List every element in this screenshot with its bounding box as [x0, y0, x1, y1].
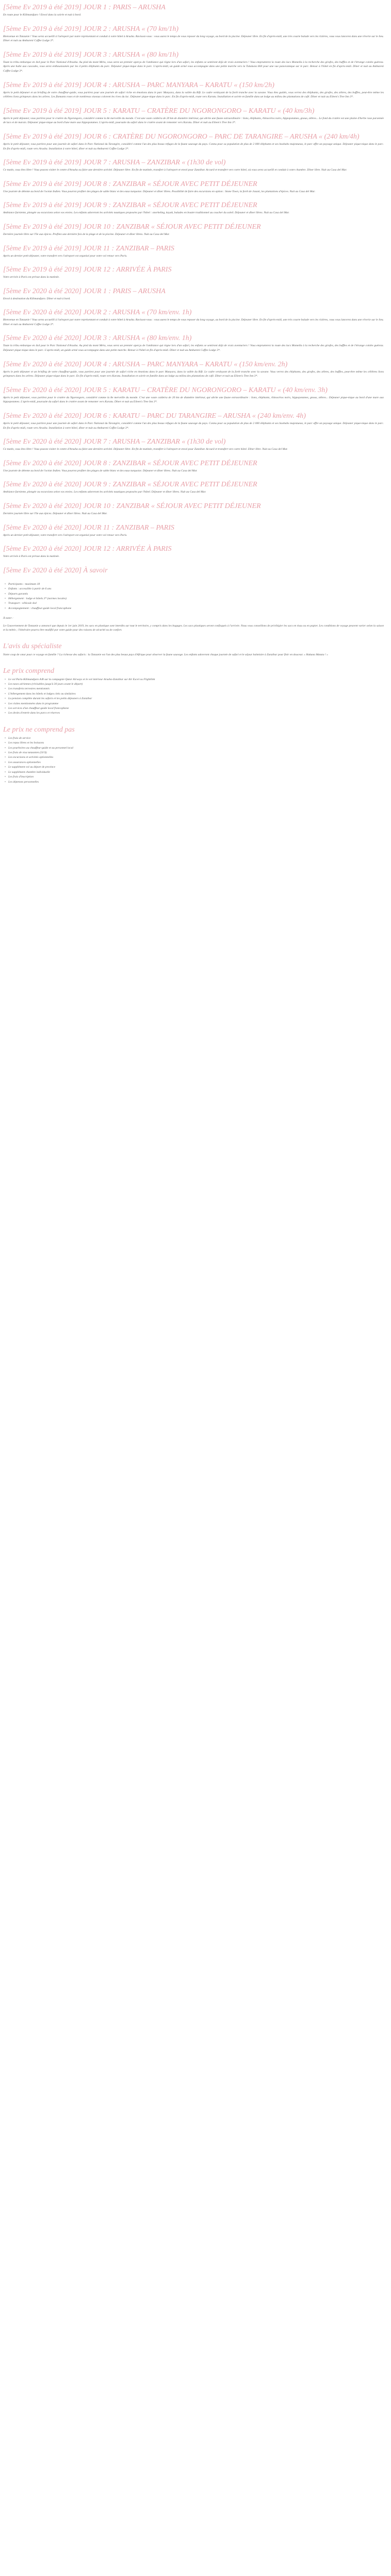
list-item: • Les dépenses personnelles: [8, 780, 384, 785]
list-item: • Les visites mentionnées dans le programme: [8, 702, 384, 706]
a-savoir-list: [3, 582, 384, 611]
trip-2-itinerary: [3, 287, 384, 575]
day-block: [3, 360, 384, 379]
day-block: [3, 334, 384, 352]
day-description: Bienvenue en Tanzanie ! Vous serez accueilli à l'aéroport par notre représentant et conduit à votre hôtel à Arusha. Ravissez-vous : vous aurez le temps de vous reposer du long voyage, au bord de la piscine. Déjeuner libre. En fin d'après-midi, une très courte balade vers les rizières, vous vous lancerez dans une rêverie sur le lieu. Dîner et nuit au Ambureni Coffee Lodge 3*.: [3, 318, 384, 326]
list-item: • L'hébergement dans les hôtels et lodges cités ou similaires: [8, 692, 384, 697]
day-title: [5ème Ev 2020 à été 2020] JOUR 5 : KARATU – CRATÈRE DU NGORONGORO – KARATU « (40 km/env. 3h): [3, 386, 328, 394]
day-title: [5ème Ev 2019 à été 2019] JOUR 1 : PARIS – ARUSHA: [3, 4, 166, 11]
list-item: • Les repas libres et les boissons: [8, 741, 384, 745]
day-description: Dernière journée libre sur l'île aux épices. Déjeuner et dîner libres. Nuit au Casa del Mar.: [3, 512, 107, 515]
day-description: Ce matin, vous êtes libre ! Vous pouvez visiter le centre d'Arusha ou faire une dernière activité. Déjeuner libre. En fin de matinée, transfert à l'aéroport et envol pour Zanzibar. Accueil et transfert vers votre hôtel. Dîner libre. Nuit au Casa del Mar.: [3, 448, 288, 451]
day-block: [3, 502, 384, 516]
day-block: [3, 3, 384, 18]
list-item: • Transport : véhicule 4x4: [8, 601, 384, 606]
day-block: [3, 480, 384, 495]
day-block: [3, 158, 384, 173]
day-block: [3, 107, 384, 125]
list-item: • Les frais de service: [8, 736, 384, 741]
list-item: • Départs garantis: [8, 592, 384, 597]
day-title: [5ème Ev 2020 à été 2020] JOUR 12 : ARRIVÉE À PARIS: [3, 545, 172, 553]
day-title: [5ème Ev 2020 à été 2020] JOUR 11 : ZANZIBAR – PARIS: [3, 523, 174, 532]
list-item: • Le supplément vol au départ de province: [8, 765, 384, 770]
day-block: [3, 50, 384, 74]
day-description: Toute la tribu embarque en 4x4 pour le Parc National d'Arusha. Au pied du mont Méru, vous serez un premier aperçu de l'ambiance qui règne lors d'un safari, les enfants se sentiront déjà de vrais aventuriers ! Vous emprunterez la route des lacs Momella à la recherche des girafes, des buffles et de l'étrange colobe guéreza. Déjeuner pique-nique dans le parc. L'après-midi, un guide armé vous accompagne dans une petite marche. Retour à l'hôtel en fin d'après-midi. Dîner et nuit au Ambureni Coffee Lodge 3*.: [3, 344, 384, 352]
day-title: [5ème Ev 2020 à été 2020] JOUR 2 : ARUSHA « (70 km/env. 1h): [3, 309, 192, 317]
list-item: • Les droits d'entrée dans les parcs et réserves: [8, 711, 384, 716]
day-block: [3, 287, 384, 301]
day-title: [5ème Ev 2020 à été 2020] À savoir: [3, 566, 108, 574]
specialist-title: L'avis du spécialiste: [3, 642, 62, 650]
list-item: • Les taxes aériennes (révisables jusqu'à 30 jours avant le départ): [8, 682, 384, 687]
day-title: [5ème Ev 2019 à été 2019] JOUR 12 : ARRIVÉE À PARIS: [3, 266, 172, 274]
list-item: • Hébergement : lodge et hôtels 3* (normes locales): [8, 597, 384, 601]
list-item: • Les frais d'inscription: [8, 775, 384, 779]
day-title: [5ème Ev 2019 à été 2019] JOUR 10 : ZANZIBAR « SÉJOUR AVEC PETIT DÉJEUNER: [3, 223, 261, 231]
day-block: [3, 223, 384, 237]
list-item: • Accompagnement : chauffeur-guide local francophone: [8, 606, 384, 611]
specialist-text: Notre coup de cœur pour ce voyage en famille ? La richesse des safaris : la Tanzanie est l'un des plus beaux pays d'Afrique pour observer la faune sauvage. Les enfants adoreront chaque journée de safari et le séjour balnéaire à Zanzibar pour finir en douceur. « Hakuna Matata ! »: [3, 653, 328, 656]
day-block: [3, 201, 384, 215]
day-title: [5ème Ev 2019 à été 2019] JOUR 11 : ZANZIBAR – PARIS: [3, 244, 174, 252]
day-description: Après le petit déjeuner et un briefing de votre chauffeur-guide, vous partirez pour une journée de safari riche en émotions dans le parc Manyara, dans la vallée du Rift. Le cadre verdoyant de la forêt tranche avec la savane. Vous verrez des éléphants, des girafes, des zèbres, des buffles, peut-être même les célèbres lions grimpeurs dans les arbres. Déjeuner pique-nique dans le parc. En fin d'après-midi, route vers Karatu. Installation et soirée en famille dans un lodge au milieu des plantations de café. Dîner et nuit au Eileen's Tree Inn 3*.: [3, 370, 384, 378]
a-noter-heading: À noter :: [3, 617, 13, 620]
a-noter-text: Le Gouvernement de Tanzanie a annoncé que depuis le 1er juin 2019, les sacs en plastique sont interdits sur tout le territoire, y compris dans les bagages. Les sacs plastiques seront confisqués à l'arrivée. Nous vous conseillons de privilégier les sacs en tissu ou en papier. Les conditions de voyage peuvent varier selon la saison et la météo ; l'itinéraire pourra être modifié par votre guide pour des raisons de sécurité ou de confort.: [3, 624, 384, 632]
list-item: • La pension complète durant les safaris et les petits déjeuners à Zanzibar: [8, 697, 384, 701]
day-description: Après le petit déjeuner et un briefing de votre chauffeur-guide, vous partirez pour une journée de safari riche en émotions dans le parc Manyara, dans la vallée du Rift. Le cadre verdoyant de la forêt tranche avec la savane. Vous êtes guidés, vous verrez des éléphants, des girafes, des zèbres, des buffles, peut-être même les célèbres lions grimpeurs dans les arbres. Les flamants roses et de nombreux oiseaux colorent les rives du lac. Déjeuner pique-nique dans le parc. En fin d'après-midi, route vers Karatu. Installation et soirée en famille dans un lodge au milieu des plantations de café. Dîner et nuit au Eileen's Tree Inn 3*.: [3, 91, 384, 99]
day-block: [3, 437, 384, 452]
price-excludes-list: [3, 736, 384, 785]
list-item: • Enfants : accessible à partir de 6 ans: [8, 587, 384, 591]
day-description: Bienvenue en Tanzanie ! Vous serez accueilli à l'aéroport par notre représentant et conduit à votre hôtel à Arusha. Ravissez-vous : vous aurez le temps de vous reposer du long voyage, au bord de la piscine. Déjeuner libre. En fin d'après-midi, une très courte balade vers les rizières, vous vous lancerez dans une rêverie sur le lieu. Dîner et nuit au Ambureni Coffee Lodge 3*.: [3, 35, 384, 43]
day-description: Votre arrivée à Paris est prévue dans la matinée.: [3, 555, 60, 558]
day-title: [5ème Ev 2019 à été 2019] JOUR 4 : ARUSHA – PARC MANYARA – KARATU « (150 km/2h): [3, 81, 274, 89]
day-title: [5ème Ev 2020 à été 2020] JOUR 4 : ARUSHA – PARC MANYARA – KARATU « (150 km/env. 2h): [3, 360, 288, 368]
day-block: [3, 386, 384, 404]
day-title: [5ème Ev 2019 à été 2019] JOUR 7 : ARUSHA – ZANZIBAR « (1h30 de vol): [3, 159, 226, 167]
price-includes-list: [3, 677, 384, 716]
trip-1-itinerary: [3, 3, 384, 280]
day-title: [5ème Ev 2019 à été 2019] JOUR 6 : CRATÈRE DU NGORONGORO – PARC DE TARANGIRE – ARUSHA « (240 km/4h): [3, 132, 360, 141]
day-title: [5ème Ev 2020 à été 2020] JOUR 8 : ZANZIBAR « SÉJOUR AVEC PETIT DÉJEUNER: [3, 459, 257, 467]
price-includes-title: Le prix comprend: [3, 667, 55, 675]
day-block: [3, 244, 384, 259]
day-title: [5ème Ev 2019 à été 2019] JOUR 3 : ARUSHA « (80 km/1h): [3, 50, 179, 59]
day-block: [3, 523, 384, 538]
day-description: Envol à destination du Kilimandjaro. Dîner et nuit à bord.: [3, 297, 71, 300]
list-item: • Les transferts terrestres mentionnés: [8, 687, 384, 691]
day-title: [5ème Ev 2020 à été 2020] JOUR 6 : KARATU – PARC DU TARANGIRE – ARUSHA « (240 km/env. 4h): [3, 412, 306, 420]
list-item: • Les services d'un chauffeur-guide local francophone: [8, 706, 384, 711]
day-description: En route pour le Kilimandjaro ! Envol dans la soirée et nuit à bord.: [3, 13, 82, 16]
day-description: Toute la tribu embarque en 4x4 pour le Parc National d'Arusha. Au pied du mont Méru, vous serez un premier aperçu de l'ambiance qui règne lors d'un safari, les enfants se sentiront déjà de vrais aventuriers ! Vous emprunterez la route des lacs Momella à la recherche des girafes, des buffles et de l'étrange colobe guéreza. Après une halte aux cascades, vous serez enthousiasmés par les 4 petits éléphants du parc. Déjeuner pique-nique dans le parc. L'après-midi, un guide armé vous accompagne dans une petite marche vers la Tululusia Hill pour une vue panoramique sur le parc. Retour à l'hôtel en fin d'après-midi. Dîner et nuit au Ambureni Coffee Lodge 3*.: [3, 60, 384, 73]
day-description: Une journée de détente au bord de l'océan Indien. Vous pourrez profiter des plages de sable blanc et des eaux turquoise. Déjeuner et dîner libres. Possibilité de faire des excursions en option : Stone Town, la forêt de Jozani, les plantations d'épices. Nuit au Casa del Mar.: [3, 190, 316, 193]
list-item: • Le vol Paris-Kilimandjaro A/R sur la compagnie Qatar Airways et le vol intérieur Arusha-Zanzibar sur Air Excel ou Flightlink: [8, 677, 384, 682]
day-description: Ambiance farniente, plongée ou excursions selon vos envies. Les enfants adoreront les activités nautiques proposées par l'hôtel. Déjeuner et dîner libres. Nuit au Casa del Mar.: [3, 490, 206, 494]
day-description: Après le petit déjeuner, vous partirez pour une journée de safari dans le Parc National du Tarangire, considéré comme l'un des plus beaux refuges de la faune sauvage du pays. Connu pour sa population de plus de 2 000 éléphants et ses baobabs majestueux, le parc offre un paysage unique. Déjeuner pique-nique dans le parc. En fin d'après-midi, route vers Arusha. Installation à votre hôtel, dîner et nuit au Ambureni Coffee Lodge 3*.: [3, 142, 384, 150]
list-item: • Participants : maximum 18: [8, 582, 384, 587]
day-title: [5ème Ev 2019 à été 2019] JOUR 5 : KARATU – CRATÈRE DU NGORONGORO – KARATU « (40 km/3h): [3, 107, 315, 115]
day-description: Après le petit déjeuner, vous partirez pour une journée de safari dans le Parc National du Tarangire, considéré comme l'un des plus beaux refuges de la faune sauvage du pays. Connu pour sa population de plus de 2 000 éléphants et ses baobabs majestueux, le parc offre un paysage unique. Déjeuner pique-nique dans le parc. En fin d'après-midi, route vers Arusha. Installation à votre hôtel, dîner et nuit au Ambureni Coffee Lodge 3*.: [3, 422, 384, 430]
day-title: [5ème Ev 2019 à été 2019] JOUR 8 : ZANZIBAR « SÉJOUR AVEC PETIT DÉJEUNER: [3, 180, 257, 188]
list-item: • Les excursions et activités optionnelles: [8, 755, 384, 760]
day-block: [3, 308, 384, 327]
day-description: Une journée de détente au bord de l'océan Indien. Vous pourrez profiter des plages de sable blanc et des eaux turquoise. Déjeuner et dîner libres. Nuit au Casa del Mar.: [3, 469, 198, 472]
day-block: [3, 265, 384, 280]
day-description: Ambiance farniente, plongée ou excursions selon vos envies. Les enfants adoreront les activités nautiques proposées par l'hôtel : snorkeling, kayak, balades en boutre traditionnel au coucher du soleil. Déjeuner et dîner libres. Nuit au Casa del Mar.: [3, 211, 289, 215]
day-title: [5ème Ev 2020 à été 2020] JOUR 10 : ZANZIBAR « SÉJOUR AVEC PETIT DÉJEUNER: [3, 502, 261, 510]
day-block: [3, 459, 384, 473]
day-description: Votre arrivée à Paris est prévue dans la matinée.: [3, 276, 60, 279]
day-title: [5ème Ev 2020 à été 2020] JOUR 9 : ZANZIBAR « SÉJOUR AVEC PETIT DÉJEUNER: [3, 481, 257, 489]
day-description: Ce matin, vous êtes libre ! Vous pouvez visiter le centre d'Arusha ou faire une dernière activité. Déjeuner libre. En fin de matinée, transfert à l'aéroport et envol pour Zanzibar. Accueil et transfert vers votre hôtel, où vous serez accueilli et conduit à votre chambre. Dîner libre. Nuit au Casa del Mar.: [3, 168, 347, 172]
day-block: [3, 412, 384, 430]
list-item: • Les pourboires au chauffeur-guide et au personnel local: [8, 746, 384, 751]
day-description: Après un dernier petit déjeuner, votre transfert vers l'aéroport est organisé pour votre vol retour vers Paris.: [3, 533, 127, 537]
day-block: [3, 180, 384, 194]
list-item: • Les frais de visa tanzanien (50 $): [8, 751, 384, 755]
day-title: [5ème Ev 2019 à été 2019] JOUR 9 : ZANZIBAR « SÉJOUR AVEC PETIT DÉJEUNER: [3, 201, 257, 210]
list-item: • Le supplément chambre individuelle: [8, 770, 384, 775]
day-description: Après un dernier petit déjeuner, votre transfert vers l'aéroport est organisé pour votre vol retour vers Paris.: [3, 254, 127, 258]
day-block: [3, 566, 384, 575]
day-title: [5ème Ev 2019 à été 2019] JOUR 2 : ARUSHA « (70 km/1h): [3, 25, 179, 33]
price-excludes-title: Le prix ne comprend pas: [3, 725, 75, 734]
day-block: [3, 132, 384, 151]
day-description: Après le petit déjeuner, vous partirez pour le cratère du Ngorongoro, considéré comme la 8e merveille du monde. C'est une vaste caldeira de 20 km de diamètre intérieur, qui abrite une faune extraordinaire : lions, éléphants, rhinocéros noirs, hippopotames, gnous, zèbres... Déjeuner pique-nique au bord d'une mare aux hippopotames. L'après-midi, poursuite du safari dans le cratère avant de remonter vers Karatu. Dîner et nuit au Eileen's Tree Inn 3*.: [3, 396, 384, 404]
day-block: [3, 545, 384, 559]
list-item: • Les assurances optionnelles: [8, 760, 384, 765]
day-block: [3, 25, 384, 43]
day-description: Après le petit déjeuner, vous partirez pour le cratère du Ngorongoro, considéré comme la 8e merveille du monde. C'est une vaste caldeira de 20 km de diamètre intérieur, qui abrite une faune extraordinaire : lions, éléphants, rhinocéros noirs, hippopotames, gnous, zèbres... Le fond du cratère est une plaine d'herbe rase parsemée de lacs et de marais. Déjeuner pique-nique au bord d'une mare aux hippopotames. L'après-midi, poursuite du safari dans le cratère avant de remonter vers Karatu. Dîner et nuit au Eileen's Tree Inn 3*.: [3, 116, 384, 125]
day-title: [5ème Ev 2020 à été 2020] JOUR 3 : ARUSHA « (80 km/env. 1h): [3, 334, 192, 343]
day-title: [5ème Ev 2020 à été 2020] JOUR 7 : ARUSHA – ZANZIBAR « (1h30 de vol): [3, 438, 226, 446]
day-block: [3, 81, 384, 99]
day-description: Dernière journée libre sur l'île aux épices. Profitez une dernière fois de la plage et de la piscine. Déjeuner et dîner libres. Nuit au Casa del Mar.: [3, 232, 170, 236]
day-title: [5ème Ev 2020 à été 2020] JOUR 1 : PARIS – ARUSHA: [3, 287, 166, 295]
